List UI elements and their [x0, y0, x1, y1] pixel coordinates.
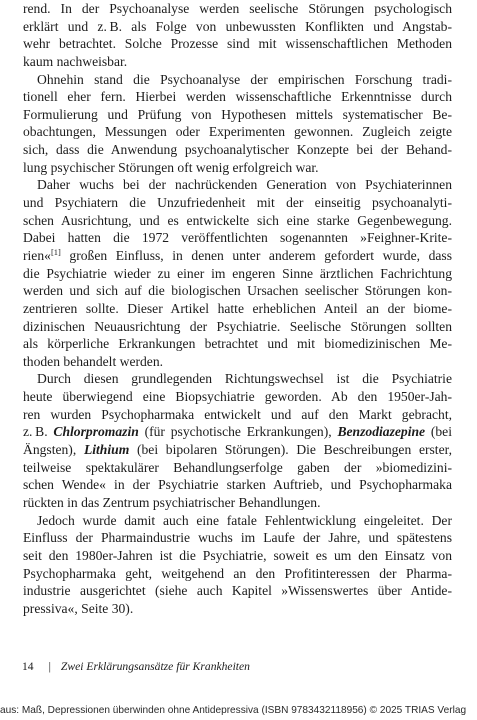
text-segment: Ängsten),	[23, 442, 84, 458]
text-line: Jedoch wurde damit auch eine fatale Fehlentwicklung eingeleitet. Der	[37, 512, 452, 528]
text-segment: (für psychotische Erkrankungen),	[138, 424, 338, 440]
text-line: Daher wuchs bei der nachrückenden Generation von Psychiaterinnen	[37, 177, 452, 193]
paragraph	[23, 71, 452, 177]
page-footer	[22, 660, 250, 674]
text-line	[23, 441, 452, 459]
text-line: dizinischen Neuausrichtung der Psychiatrie. Seelische Störungen sollten	[23, 318, 452, 334]
text-line: die Psychiatrie wieder zu einer im engeren Sinne ärztlichen Fachrichtung	[23, 265, 452, 281]
text-segment: großen Einfluss, in denen unter anderem gefordert wurde, dass	[60, 247, 452, 263]
text-line: schen Wende« in der Psychiatrie starken Auftrieb, und Psychopharmaka	[23, 477, 452, 493]
text-line: Psychopharmaka geht, weitgehend an den Profitinteressen der Pharma-	[23, 565, 452, 581]
footer-separator: |	[48, 660, 51, 673]
text-segment: z. B.	[23, 424, 54, 440]
text-line: ren wurden Psychopharmaka entwickelt und auf den Markt gebracht,	[23, 406, 452, 422]
footnote-reference: [1]	[50, 246, 61, 257]
body-text	[23, 0, 452, 617]
text-line: als körperliche Erkrankungen betrachtet und mit biomedizinischen Me-	[23, 336, 452, 352]
text-line: teilweise spektakulärer Behandlungserfolge gaben der »biomedizini-	[23, 459, 452, 475]
text-line: zentrieren sollte. Dieser Artikel hatte erheblichen Anteil an der biome-	[23, 300, 452, 316]
text-line: kaum nachweisbar.	[23, 53, 128, 69]
text-line: werden und sich auf die biologischen Ursachen seelischer Störungen kon-	[23, 283, 452, 299]
text-line: obachtungen, Messungen oder Experimenten gewonnen. Zugleich zeigte	[23, 124, 452, 140]
paragraph	[23, 512, 452, 618]
paragraph	[23, 0, 452, 71]
text-segment: (bei	[425, 424, 452, 440]
text-line: und Psychiatern die Unzufriedenheit mit der einseitig psychoanalyti-	[23, 195, 452, 211]
text-line	[23, 247, 452, 265]
text-line: Ohnehin stand die Psychoanalyse der empirischen Forschung tradi-	[37, 71, 452, 87]
paragraph	[23, 176, 452, 370]
source-citation: aus: Maß, Depressionen überwinden ohne Antidepressiva (ISBN 9783432118956) © 2025 TRIAS Verlag	[0, 705, 467, 716]
text-line: wehr betrachtet. Solche Prozesse sind mit wissenschaftlichen Methoden	[23, 36, 452, 52]
text-line: tionell eher fern. Hierbei werden wissenschaftliche Erkenntnisse durch	[23, 89, 452, 105]
text-line	[23, 423, 452, 441]
text-line: Dabei hatten die 1972 veröffentlichten sogenannten »Feighner-Krite-	[23, 230, 452, 246]
text-line: rend. In der Psychoanalyse werden seelische Störungen psychologisch	[23, 1, 452, 16]
text-line: seit den 1980er-Jahren ist die Psychiatrie, soweit es um den Einsatz von	[23, 547, 452, 563]
paragraph	[23, 370, 452, 511]
text-line: sich, dass die Anwendung psychoanalytischer Konzepte bei der Behand-	[23, 142, 452, 158]
text-line: heute überwiegend eine Biopsychiatrie geworden. Ab den 1950er-Jah-	[23, 389, 452, 405]
text-line: erklärt und z. B. als Folge von unbewussten Konflikten und Angstab-	[23, 18, 452, 34]
drug-name-emphasis: Lithium	[83, 442, 130, 458]
drug-name-emphasis: Benzodiazepine	[337, 424, 426, 440]
running-head: Zwei Erklärungsansätze für Krankheiten	[60, 660, 250, 673]
text-line: thoden behandelt werden.	[23, 353, 164, 369]
text-line: industrie ausgerichtet (siehe auch Kapitel »Wissenswertes über Antide-	[23, 583, 452, 599]
text-line: pressiva«, Seite 30).	[23, 600, 134, 616]
text-line: Formulierung und Prüfung von Hypothesen mittels systematischer Be-	[23, 106, 452, 122]
text-line: rückten in das Zentrum psychiatrischer Behandlungen.	[23, 494, 321, 510]
text-line: schen Ausrichtung, und es entwickelte sich eine starke Gegenbewegung.	[23, 212, 452, 228]
text-line: Durch diesen grundlegenden Richtungswechsel ist die Psychiatrie	[37, 371, 452, 387]
text-segment: rien«	[23, 247, 51, 263]
text-line: lung psychischer Störungen oft wenig erfolgreich war.	[23, 159, 319, 175]
page-number: 14	[22, 660, 34, 673]
text-line: Einfluss der Pharmaindustrie wuchs im Laufe der Jahre, und spätestens	[23, 530, 452, 546]
drug-name-emphasis: Chlorpromazin	[53, 424, 139, 440]
text-segment: (bei bipolaren Störungen). Die Beschreibungen erster,	[129, 442, 452, 458]
